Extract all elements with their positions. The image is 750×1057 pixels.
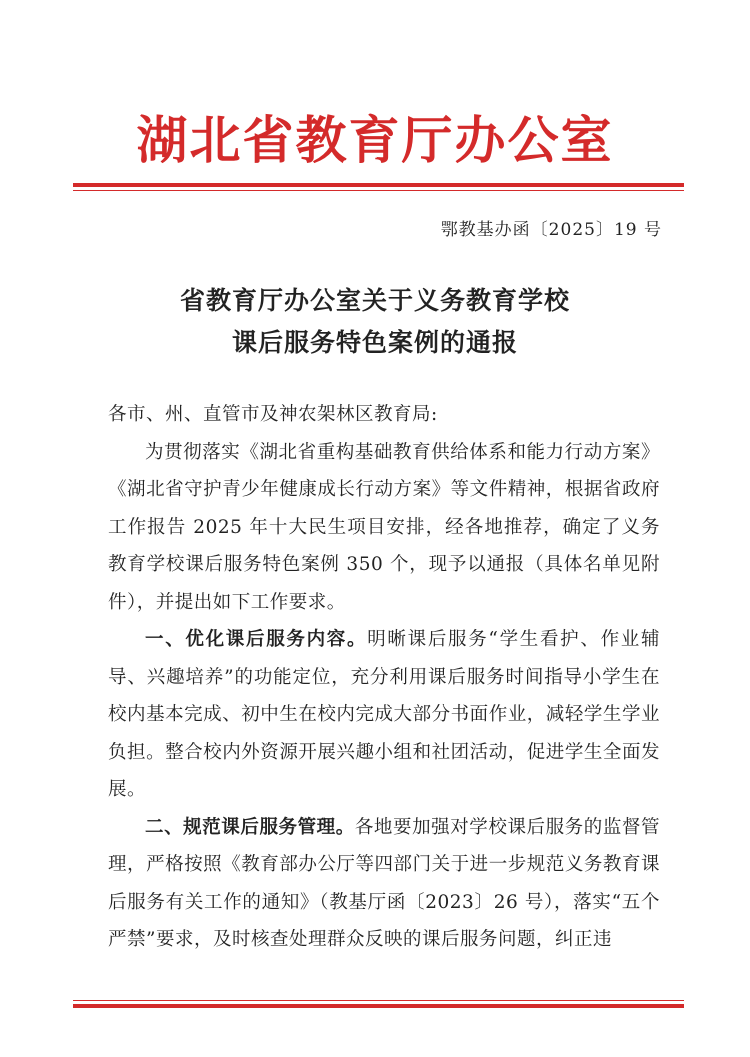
section-2-text: 各地要加强对学校课后服务的监督管理，严格按照《教育部办公厅等四部门关于进一步规范义务教育课后服务有关工作的通知》（教基厅函〔2023〕26 号），落实“五个严禁”要求，及时核查处理群众反映的课后服务问题，纠正违 [108, 816, 660, 950]
salutation: 各市、州、直管市及神农架林区教育局: [108, 404, 438, 425]
document-body [108, 396, 660, 959]
document-number: 鄂教基办函〔2025〕19 号 [440, 220, 662, 240]
document-title [0, 280, 750, 364]
letterhead-title: 湖北省教育厅办公室 [136, 112, 614, 171]
letterhead-rule-thick [73, 183, 684, 187]
paragraph-section-1 [108, 621, 660, 809]
paragraph-section-2 [108, 809, 660, 959]
footer-rule-thick [73, 1004, 684, 1008]
section-1-text: 明晰课后服务“学生看护、作业辅导、兴趣培养”的功能定位，充分利用课后服务时间指导小学生在校内基本完成、初中生在校内完成大部分书面作业，减轻学生学业负担。整合校内外资源开展兴趣小组和社团活动，促进学生全面发展。 [108, 629, 660, 800]
paragraph-intro-text: 为贯彻落实《湖北省重构基础教育供给体系和能力行动方案》《湖北省守护青少年健康成长行动方案》等文件精神，根据省政府工作报告 2025 年十大民生项目安排，经各地推荐，确定了义务教育学校课后服务特色案例 350 个，现予以通报（具体名单见附件），并提出如下工作要求。 [108, 441, 660, 613]
document-title-line-1: 省教育厅办公室关于义务教育学校 [179, 286, 570, 315]
section-2-heading: 二、规范课后服务管理。 [145, 816, 355, 838]
paragraph-intro [108, 434, 660, 622]
document-title-line-2: 课后服务特色案例的通报 [231, 328, 518, 357]
section-1-heading: 一、优化课后服务内容。 [145, 629, 368, 650]
letterhead-rule-thin [73, 190, 684, 191]
footer-rule-thin [73, 1000, 684, 1001]
